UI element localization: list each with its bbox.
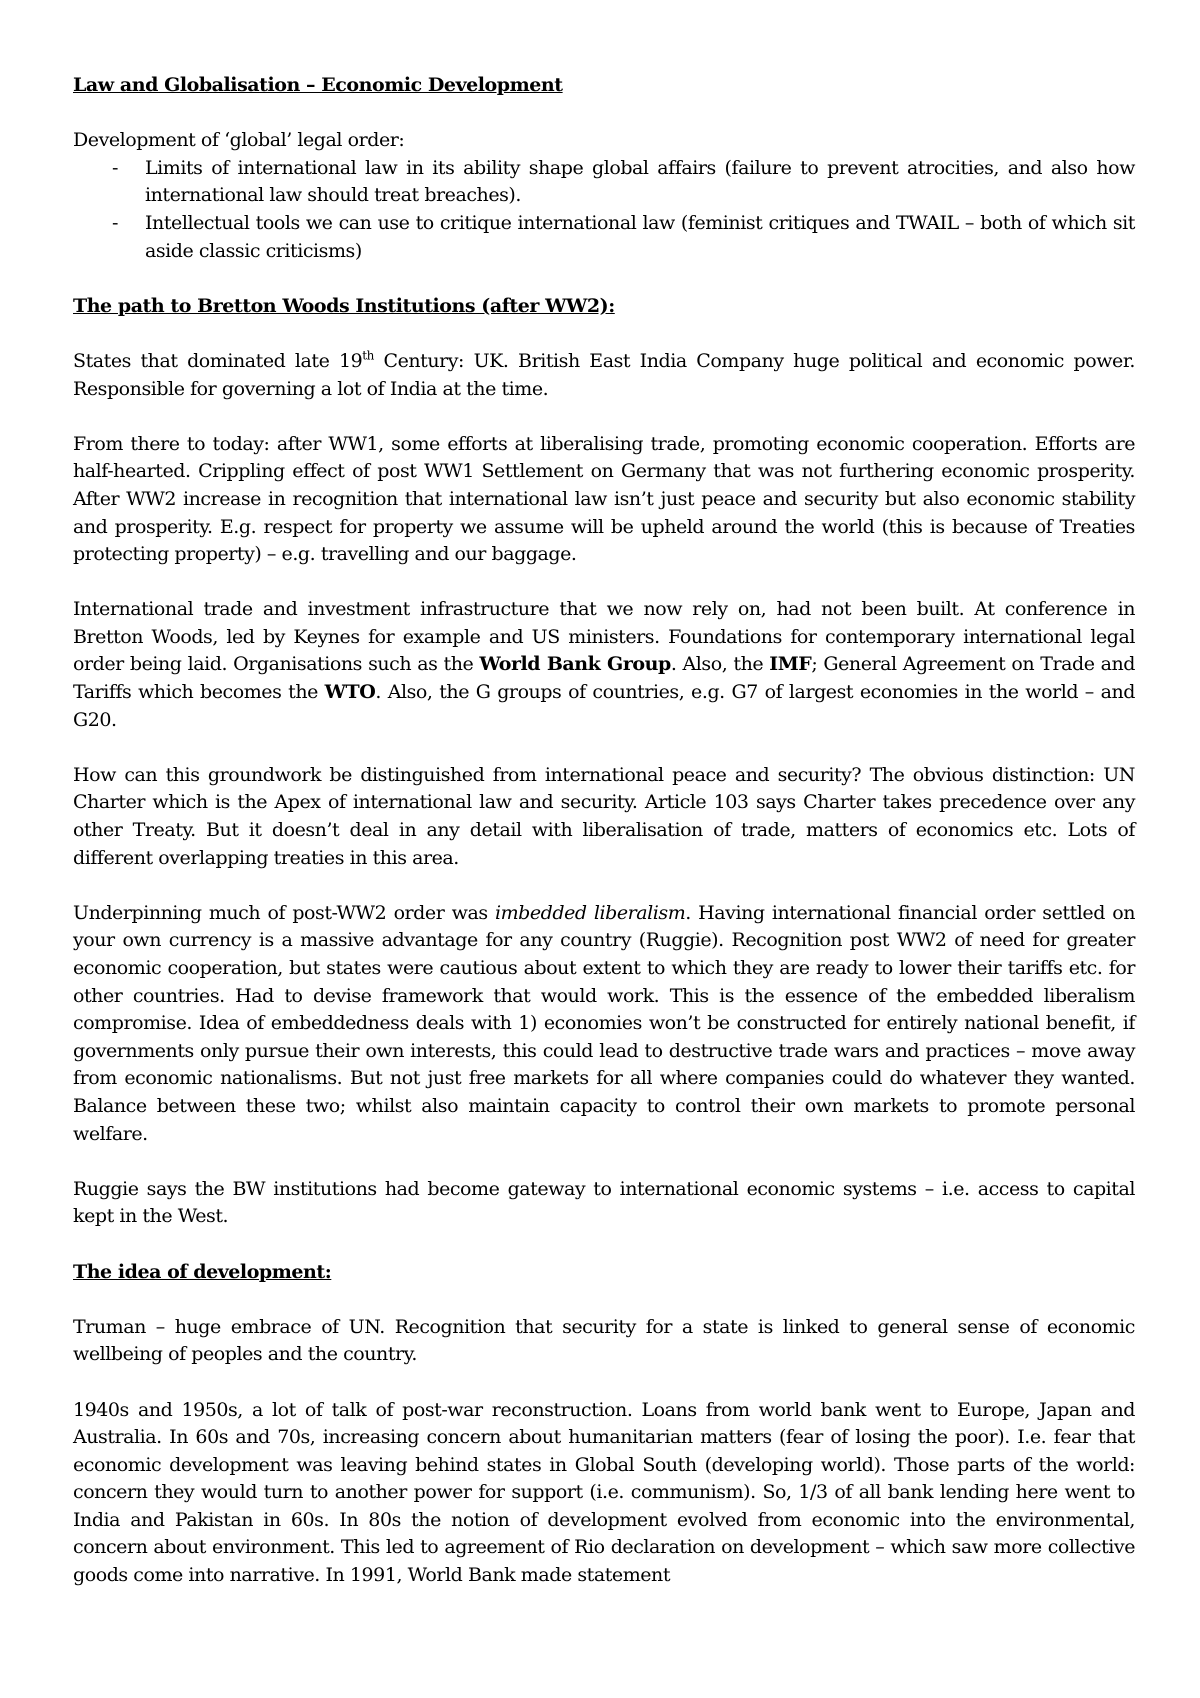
- spacer: [73, 872, 1135, 900]
- spacer: [73, 1369, 1135, 1397]
- spacer: [73, 1286, 1135, 1314]
- paragraph: From there to today: after WW1, some efforts at liberalising trade, promoting economic cooperation. Efforts are half-hearted. Crippling effect of post WW1 Settlement on Germany that was not furthering economic prosperity. After WW2 increase in recognition that international law isn’t just peace and security but also economic stability and prosperity. E.g. respect for property we assume will be upheld around the world (this is because of Treaties protecting property) – e.g. travelling and our baggage.: [73, 432, 1135, 566]
- spacer: [73, 100, 1135, 128]
- spacer: [73, 1148, 1135, 1176]
- document-title: Law and Globalisation – Economic Development: [73, 74, 563, 96]
- spacer: [73, 320, 1135, 348]
- intro-lead: Development of ‘global’ legal order:: [73, 129, 405, 152]
- paragraph: How can this groundwork be distinguished from international peace and security? The obvious distinction: UN Charter which is the Apex of international law and security. Article 103 says Charter takes precedence over any other Treaty. But it doesn’t deal in any detail with liberalisation of trade, matters of economics etc. Lots of different overlapping treaties in this area.: [73, 763, 1135, 869]
- spacer: [73, 569, 1135, 597]
- spacer: [73, 265, 1135, 293]
- text-run: Underpinning much of post-WW2 order was: [73, 901, 495, 924]
- italic-term: imbedded liberalism: [494, 901, 686, 924]
- paragraph: [73, 900, 1135, 1148]
- intro-bullet-list: [73, 155, 1135, 265]
- paragraph: [73, 596, 1135, 734]
- paragraph: [73, 348, 1135, 403]
- text-run: . Also, the: [670, 653, 770, 676]
- text-run: . Also, the G groups of countries, e.g. G7 of largest economies in the world – and G20.: [73, 681, 1135, 731]
- intro-bullet: - Limits of international law in its ability shape global affairs (failure to prevent atrocities, and also how international law should treat breaches).: [145, 155, 1135, 210]
- text-run: Century: UK. British East India Company huge political and economic power. Responsible for governing a lot of India at the time.: [73, 349, 1135, 400]
- superscript: th: [362, 348, 374, 363]
- text-run: States that dominated late 19: [73, 349, 363, 372]
- section-heading-bretton-woods: The path to Bretton Woods Institutions (after WW2):: [73, 294, 615, 317]
- bold-term: World Bank Group: [479, 653, 671, 676]
- spacer: [73, 403, 1135, 431]
- bold-term: WTO: [324, 681, 376, 704]
- intro-bullet: - Intellectual tools we can use to critique international law (feminist critiques and TWAIL – both of which sit aside classic criticisms): [145, 210, 1135, 265]
- section-heading-development: The idea of development:: [73, 1260, 332, 1283]
- text-run: International trade and investment infrastructure that we now rely on, had not been built. At conference in Bretton Woods, led by Keynes for example and US ministers. Foundations for contemporary international legal order being laid. Organisations such as the: [73, 598, 1135, 676]
- paragraph: Ruggie says the BW institutions had become gateway to international economic systems – i.e. access to capital kept in the West.: [73, 1177, 1135, 1228]
- text-run: ; General Agreement on Trade and Tariffs which becomes the: [73, 653, 1135, 704]
- spacer: [73, 734, 1135, 762]
- paragraph: Truman – huge embrace of UN. Recognition that security for a state is linked to general sense of economic wellbeing of peoples and the country.: [73, 1315, 1135, 1366]
- bold-term: IMF: [769, 653, 812, 676]
- paragraph: 1940s and 1950s, a lot of talk of post-war reconstruction. Loans from world bank went to Europe, Japan and Australia. In 60s and 70s, increasing concern about humanitarian matters (fear of losing the poor). I.e. fear that economic development was leaving behind states in Global South (developing world). Those parts of the world: concern they would turn to another power for support (i.e. communism). So, 1/3 of all bank lending here went to India and Pakistan in 60s. In 80s the notion of development evolved from economic into the environmental, concern about environment. This led to agreement of Rio declaration on development – which saw more collective goods come into narrative. In 1991, World Bank made statement: [73, 1398, 1135, 1587]
- spacer: [73, 1231, 1135, 1259]
- text-run: . Having international financial order settled on your own currency is a massive advantage for any country (Ruggie). Recognition post WW2 of need for greater economic cooperation, but states were cautious about extent to which they are ready to lower their tariffs etc. for other countries. Had to devise framework that would work. This is the essence of the embedded liberalism compromise. Idea of embeddedness deals with 1) economies won’t be constructed for entirely national benefit, if governments only pursue their own interests, this could lead to destructive trade wars and practices – move away from economic nationalisms. But not just free markets for all where companies could do whatever they wanted. Balance between these two; whilst also maintain capacity to control their own markets to promote personal welfare.: [73, 901, 1135, 1145]
